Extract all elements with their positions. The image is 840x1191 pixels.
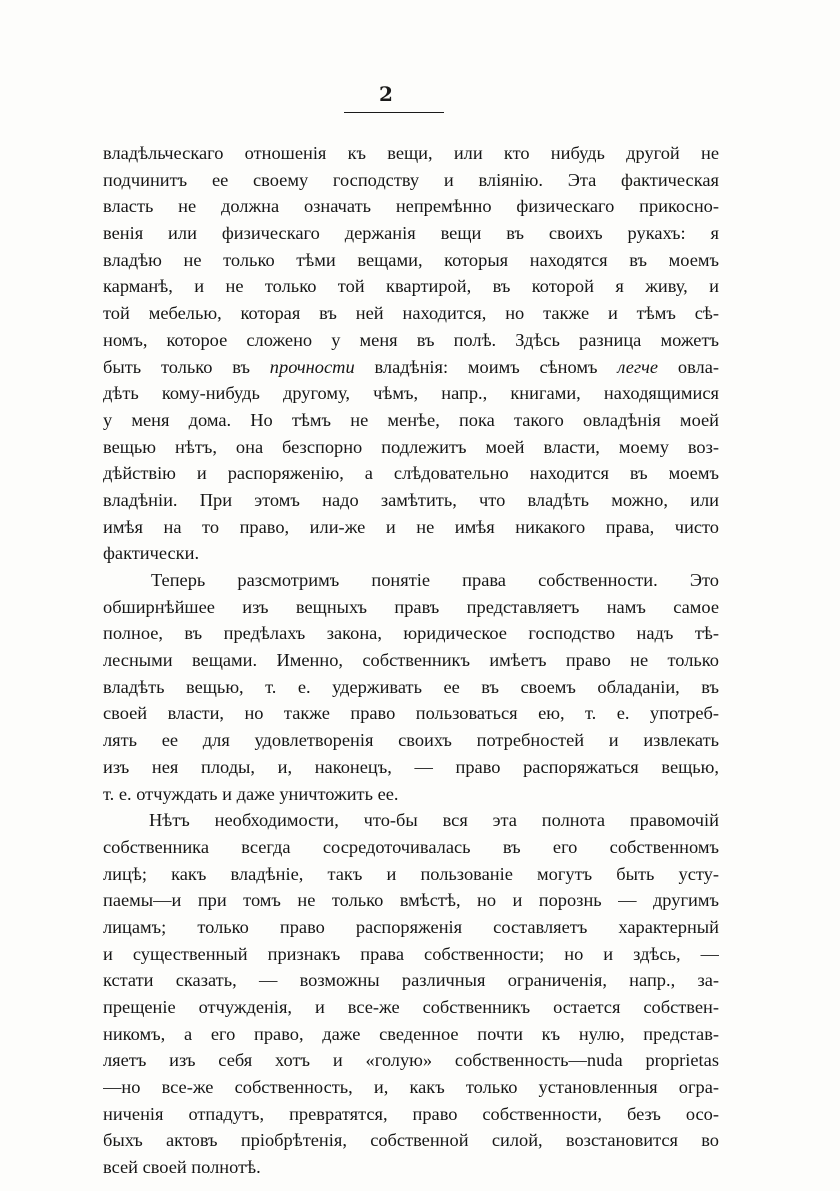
text-line: изъ нея плоды, и, наконецъ, — право распоряжаться вещью,: [103, 756, 719, 777]
text-line: дѣйствію и распоряженію, а слѣдовательно находится въ моемъ: [103, 463, 719, 484]
text-line: ниченія отпадутъ, превратятся, право собственности, безъ осо-: [103, 1103, 719, 1124]
text-line: карманѣ, и не только той квартирой, въ которой я живу, и: [103, 276, 719, 297]
text-line: подчинитъ ее своему господству и вліянію. Эта фактическая: [103, 169, 719, 190]
text-line: собственника всегда сосредоточивалась въ его собственномъ: [103, 836, 719, 857]
paragraph-start-line: Нѣтъ необходимости, что-бы вся эта полнота правомочій: [149, 810, 719, 831]
text-line: кстати сказать, — возможны различныя ограниченія, напр., за-: [103, 970, 719, 991]
line-segment: быть только въ: [103, 356, 270, 377]
text-line: никомъ, а его право, даже сведенное почти къ нулю, представ-: [103, 1023, 719, 1044]
text-line: владѣю не только тѣми вещами, которыя находятся въ моемъ: [103, 249, 719, 270]
body-text: [103, 140, 719, 1181]
text-line: и существенный признакъ права собственности; но и здѣсь, —: [103, 943, 719, 964]
text-line: той мебелью, которая въ ней находится, но также и тѣмъ сѣ-: [103, 303, 719, 324]
paragraph-end-line: т. е. отчуждать и даже уничтожить ее.: [103, 783, 399, 804]
text-line: паемы—и при томъ не только вмѣстѣ, но и порознь — другимъ: [103, 890, 719, 911]
text-line: владѣльческаго отношенія къ вещи, или кто нибудь другой не: [103, 143, 719, 163]
text-line: —но все-же собственность, и, какъ только установленныя огра-: [103, 1077, 719, 1098]
italic-word-prochnosti: прочности: [269, 356, 355, 377]
text-line: своей власти, но также право пользоваться ею, т. е. употреб-: [103, 703, 719, 724]
text-line: быхъ актовъ пріобрѣтенія, собственной силой, возстановится во: [103, 1130, 719, 1151]
text-line: номъ, которое сложено у меня въ полѣ. Здѣсь разница можетъ: [103, 329, 719, 350]
text-line: лицамъ; только право распоряженія составляетъ характерный: [103, 916, 719, 937]
line-segment: овла-: [658, 356, 719, 377]
header-rule: [344, 112, 444, 113]
text-line: обширнѣйшее изъ вещныхъ правъ представляетъ намъ самое: [103, 596, 719, 617]
paragraph-end-line: всей своей полнотѣ.: [103, 1157, 261, 1178]
text-line: лять ее для удовлетворенія своихъ потребностей и извлекать: [103, 730, 719, 751]
text-line: венія или физическаго держанія вещи въ своихъ рукахъ: я: [103, 223, 719, 244]
text-line: владѣть вещью, т. е. удерживать ее въ своемъ обладаніи, въ: [103, 676, 719, 697]
text-line: имѣя на то право, или-же и не имѣя никакого права, чисто: [103, 516, 719, 537]
text-line: лесными вещами. Именно, собственникъ имѣетъ право не только: [103, 650, 719, 671]
text-line: у меня дома. Но тѣмъ не менѣе, пока такого овладѣнія моей: [103, 409, 719, 430]
text-line: вещью нѣтъ, она безспорно подлежитъ моей власти, моему воз-: [103, 436, 719, 457]
text-line: владѣніи. При этомъ надо замѣтить, что владѣть можно, или: [103, 489, 719, 510]
page-number: 2: [379, 82, 393, 106]
italic-word-legche: легче: [617, 356, 659, 377]
line-segment: владѣнія: моимъ сѣномъ: [354, 356, 618, 377]
text-line: власть не должна означать непремѣнно физическаго прикосно-: [103, 196, 719, 217]
text-line: лицѣ; какъ владѣніе, такъ и пользованіе могутъ быть усту-: [103, 863, 719, 884]
text-line: дѣть кому-нибудь другому, чѣмъ, напр., книгами, находящимися: [103, 383, 719, 404]
paragraph-end-line: фактически.: [103, 543, 200, 564]
paragraph-start-line: Теперь разсмотримъ понятіе права собственности. Это: [151, 570, 719, 590]
text-line-with-italics: [103, 354, 719, 381]
text-line: полное, въ предѣлахъ закона, юридическое господство надъ тѣ-: [103, 623, 719, 644]
text-line: прещеніе отчужденія, и все-же собственникъ остается собствен-: [103, 997, 719, 1017]
text-line: ляетъ изъ себя хотъ и «голую» собственность—nuda proprietas: [103, 1050, 719, 1071]
